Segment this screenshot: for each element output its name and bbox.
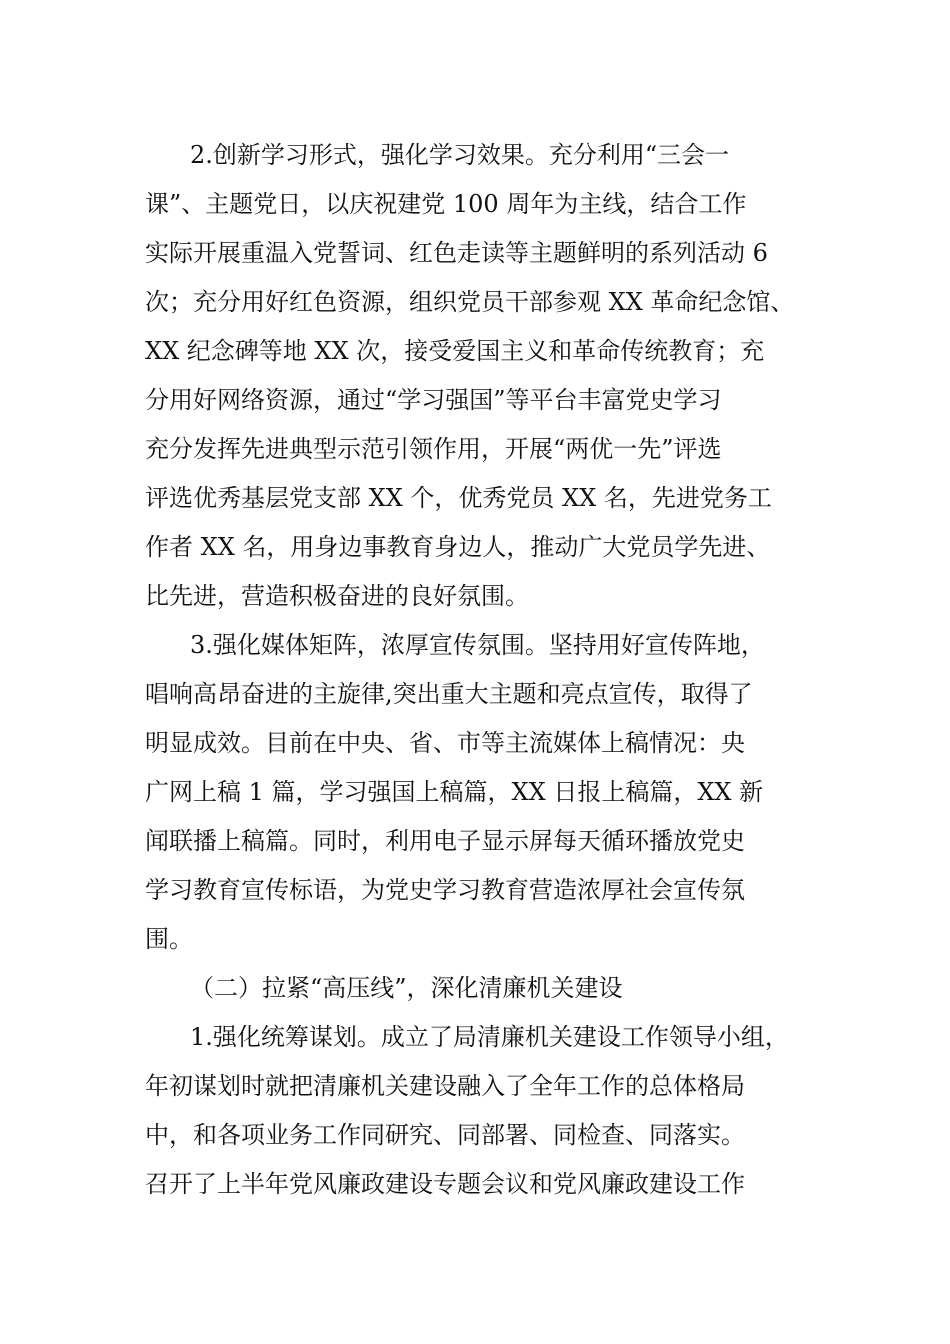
text-line: 次；充分用好红色资源，组织党员干部参观 XX 革命纪念馆、	[145, 288, 795, 316]
text-line: 学习教育宣传标语，为党史学习教育营造浓厚社会宣传氛	[145, 876, 745, 904]
text-line: 年初谋划时就把清廉机关建设融入了全年工作的总体格局	[145, 1072, 745, 1100]
text-line: 2.创新学习形式，强化学习效果。充分利用“三会一	[190, 141, 730, 169]
section-heading: （二）拉紧“高压线”，深化清廉机关建设	[190, 974, 623, 1002]
text-line: 实际开展重温入党誓词、红色走读等主题鲜明的系列活动 6	[145, 239, 768, 267]
text-line: 广网上稿 1 篇，学习强国上稿篇，XX 日报上稿篇，XX 新	[145, 778, 764, 806]
text-line: 围。	[145, 925, 193, 953]
text-line: 中，和各项业务工作同研究、同部署、同检查、同落实。	[145, 1121, 745, 1149]
text-line: 作者 XX 名，用身边事教育身边人，推动广大党员学先进、	[145, 533, 771, 561]
text-line: XX 纪念碑等地 XX 次，接受爱国主义和革命传统教育；充	[145, 337, 765, 365]
text-line: 召开了上半年党风廉政建设专题会议和党风廉政建设工作	[145, 1170, 745, 1198]
text-line: 1.强化统筹谋划。成立了局清廉机关建设工作领导小组，	[190, 1023, 789, 1051]
text-line: 闻联播上稿篇。同时，利用电子显示屏每天循环播放党史	[145, 827, 745, 855]
text-line: 分用好网络资源，通过“学习强国”等平台丰富党史学习	[145, 386, 722, 414]
text-line: 评选优秀基层党支部 XX 个，优秀党员 XX 名，先进党务工	[145, 484, 772, 512]
text-line: 明显成效。目前在中央、省、市等主流媒体上稿情况：央	[145, 729, 745, 757]
text-line: 课”、主题党日，以庆祝建党 100 周年为主线，结合工作	[145, 190, 747, 218]
text-line: 唱响高昂奋进的主旋律,突出重大主题和亮点宣传，取得了	[145, 680, 753, 708]
text-line: 3.强化媒体矩阵，浓厚宣传氛围。坚持用好宣传阵地，	[190, 631, 765, 659]
text-line: 比先进，营造积极奋进的良好氛围。	[145, 582, 529, 610]
text-line: 充分发挥先进典型示范引领作用，开展“两优一先”评选	[145, 435, 722, 463]
